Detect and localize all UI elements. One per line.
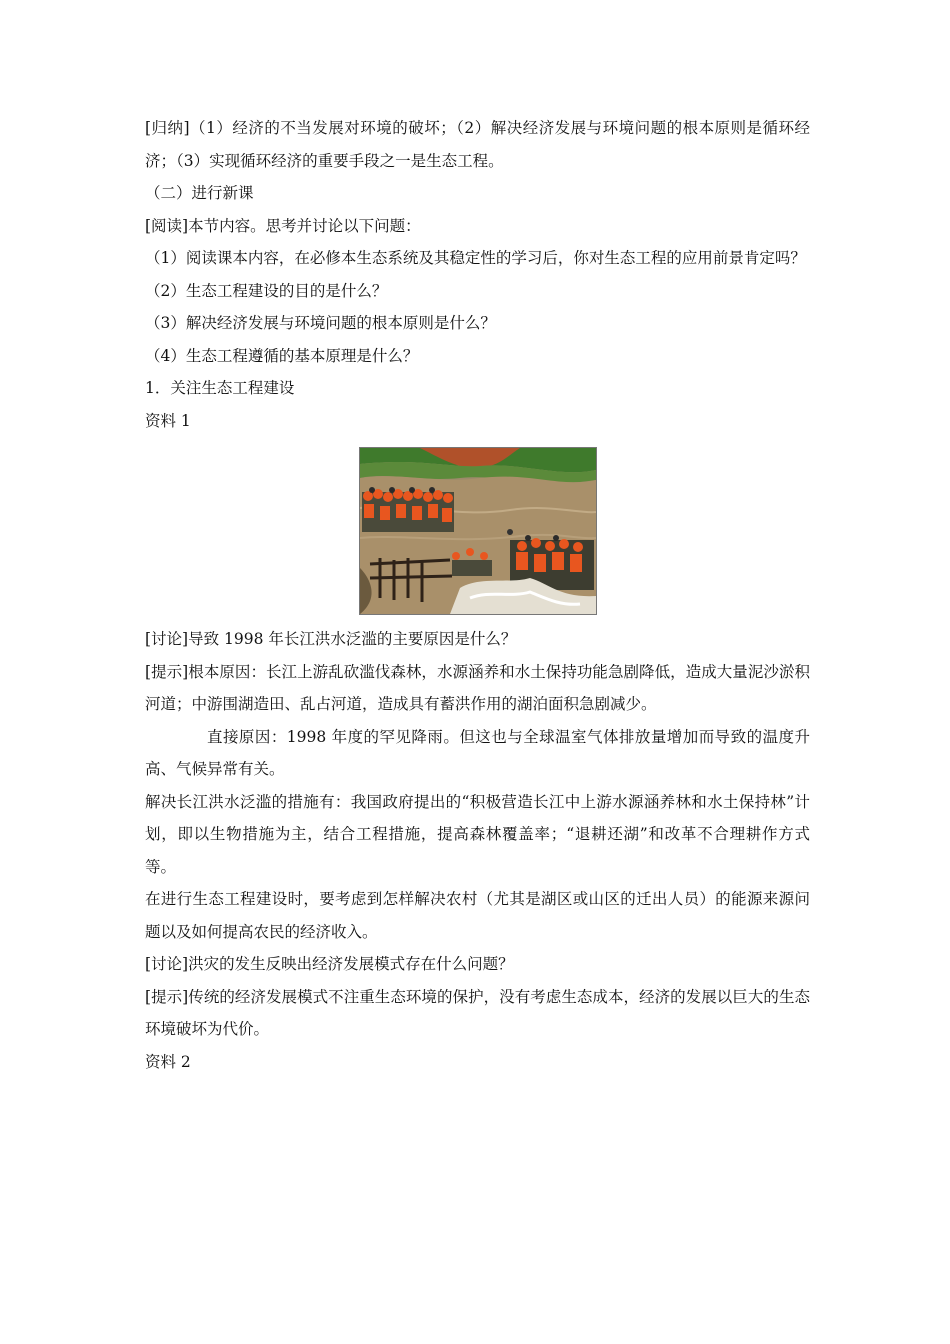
section-heading: （二）进行新课 — [145, 184, 254, 202]
construction-considerations: 在进行生态工程建设时，要考虑到怎样解决农村（尤其是湖区或山区的迁出人员）的能源来源问题以及如何提高农民的经济收入。 — [145, 890, 810, 941]
discussion-1: [讨论]导致 1998 年长江洪水泛滥的主要原因是什么？ — [145, 630, 517, 648]
hint-1-root-cause: [提示]根本原因：长江上游乱砍滥伐森林，水源涵养和水土保持功能急剧降低，造成大量泥沙淤积河道；中游围湖造田、乱占河道，造成具有蓄洪作用的湖泊面积急剧减少。 — [145, 662, 810, 713]
question-2: （2）生态工程建设的目的是什么？ — [145, 281, 388, 300]
material-1-label: 资料 1 — [145, 411, 191, 430]
solution-measures: 解决长江洪水泛滥的措施有：我国政府提出的“积极营造长江中上游水源涵养林和水土保持林”计划，即以生物措施为主，结合工程措施，提高森林覆盖率；“退耕还湖”和改革不合理耕作方式等。 — [145, 792, 810, 876]
hint-1-direct-cause: 直接原因：1998 年度的罕见降雨。但这也与全球温室气体排放量增加而导致的温度升高、气候异常有关。 — [145, 727, 810, 778]
question-4: （4）生态工程遵循的基本原理是什么？ — [145, 346, 419, 365]
question-1: （1）阅读课本内容，在必修本生态系统及其稳定性的学习后，你对生态工程的应用前景肯定吗？ — [145, 249, 806, 267]
summary-paragraph: [归纳]（1）经济的不当发展对环境的破坏；（2）解决经济发展与环境问题的根本原则是循环经济；（3）实现循环经济的重要手段之一是生态工程。 — [145, 119, 810, 170]
question-3: （3）解决经济发展与环境问题的根本原则是什么？ — [145, 314, 496, 332]
hint-2: [提示]传统的经济发展模式不注重生态环境的保护，没有考虑生态成本，经济的发展以巨大的生态环境破坏为代价。 — [145, 987, 810, 1038]
document-body — [145, 112, 810, 1078]
reading-instruction: [阅读]本节内容。思考并讨论以下问题： — [145, 216, 421, 235]
material-2-label: 资料 2 — [145, 1052, 191, 1071]
flood-rescue-photo — [359, 447, 597, 615]
discussion-2: [讨论]洪灾的发生反映出经济发展模式存在什么问题？ — [145, 955, 514, 973]
subsection-heading: 1．关注生态工程建设 — [145, 379, 295, 397]
